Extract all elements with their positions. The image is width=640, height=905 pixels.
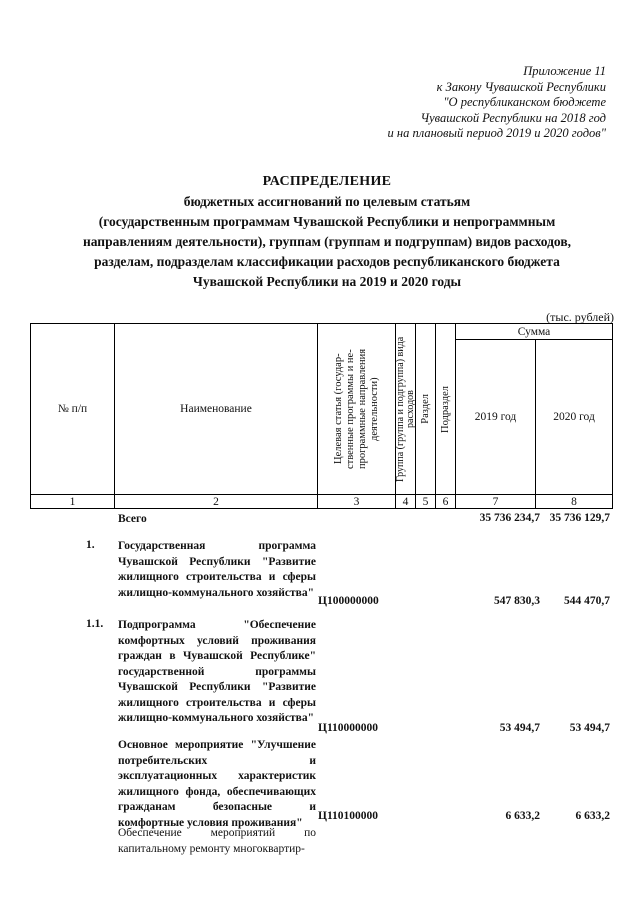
title-line: бюджетных ассигнований по целевым статьям — [183, 194, 471, 209]
header-sum: Сумма — [456, 324, 613, 340]
col-number: 5 — [416, 495, 436, 509]
appendix-line: Чувашской Республики на 2018 год — [420, 110, 606, 125]
header-target: Целевая статья (государ-ственные программы и не-программные направления деятельности) — [332, 348, 380, 470]
col-number: 1 — [31, 495, 115, 509]
header-group: Группа (группа и подгруппа) вида расходов — [395, 336, 416, 482]
col-number: 4 — [396, 495, 416, 509]
title-line: Чувашской Республики на 2019 и 2020 годы — [192, 274, 462, 289]
header-target-cell — [318, 324, 396, 495]
col-number: 2 — [115, 495, 318, 509]
header-name: Наименование — [115, 324, 318, 495]
row-name: Подпрограмма "Обеспечение комфортных условий проживания граждан в Чувашской Республике" государственной программы Чувашской Республики "Развитие жилищного строительства и сферы жилищно-коммунального хозяйства" — [118, 619, 316, 724]
row-num: 1. — [86, 539, 95, 551]
title-line: (государственным программам Чувашской Республики и непрограммным — [98, 214, 556, 229]
title-line: разделам, подразделам классификации расходов республиканского бюджета — [94, 254, 560, 269]
title-line: направлениям деятельности), группам (группам и подгруппам) видов расходов, — [82, 234, 572, 249]
row-sum-2020: 35 736 129,7 — [549, 512, 610, 524]
header-group-cell — [396, 324, 416, 495]
document-title — [30, 172, 624, 292]
row-sum-2020: 544 470,7 — [564, 595, 610, 607]
appendix-line: и на плановый период 2019 и 2020 годов" — [387, 126, 606, 140]
row-sum-2019: 35 736 234,7 — [479, 512, 540, 524]
appendix-line: к Закону Чувашской Республики — [436, 79, 606, 94]
row-sum-2019: 547 830,3 — [494, 595, 540, 607]
table-header — [30, 323, 613, 509]
title-main: РАСПРЕДЕЛЕНИЕ — [262, 174, 392, 189]
row-name: Обеспечение мероприятий по капитальному ремонту многоквартир- — [118, 827, 316, 855]
col-number: 6 — [436, 495, 456, 509]
row-sum-2019: 53 494,7 — [499, 722, 540, 734]
appendix-line: "О республиканском бюджете — [443, 95, 606, 109]
col-number: 7 — [456, 495, 536, 509]
row-code: Ц110100000 — [318, 810, 379, 822]
row-name: Государственная программа Чувашской Республики "Развитие жилищного строительства и сферы жилищно-коммунального хозяйства" — [118, 540, 316, 599]
units-label: (тыс. рублей) — [546, 310, 614, 324]
header-section-cell — [416, 324, 436, 495]
header-section: Раздел — [419, 394, 431, 424]
row-name: Основное мероприятие "Улучшение потребительских и эксплуатационных характеристик жилищного фонда, обеспечивающих гражданам безопасные и комфортные условия проживания" — [118, 739, 316, 829]
col-number: 3 — [318, 495, 396, 509]
appendix-line: Приложение 11 — [523, 64, 606, 78]
row-sum-2020: 6 633,2 — [575, 810, 610, 822]
appendix-note — [306, 64, 606, 142]
header-num: № п/п — [31, 324, 115, 495]
header-subsection: Подраздел — [439, 385, 451, 433]
header-2019: 2019 год — [456, 340, 536, 495]
col-number: 8 — [536, 495, 613, 509]
header-2020: 2020 год — [536, 340, 613, 495]
row-num: 1.1. — [86, 618, 104, 630]
row-code: Ц110000000 — [318, 722, 379, 734]
row-sum-2019: 6 633,2 — [505, 810, 540, 822]
row-name: Всего — [118, 513, 147, 525]
row-sum-2020: 53 494,7 — [569, 722, 610, 734]
row-code: Ц100000000 — [318, 595, 379, 607]
header-subsection-cell — [436, 324, 456, 495]
